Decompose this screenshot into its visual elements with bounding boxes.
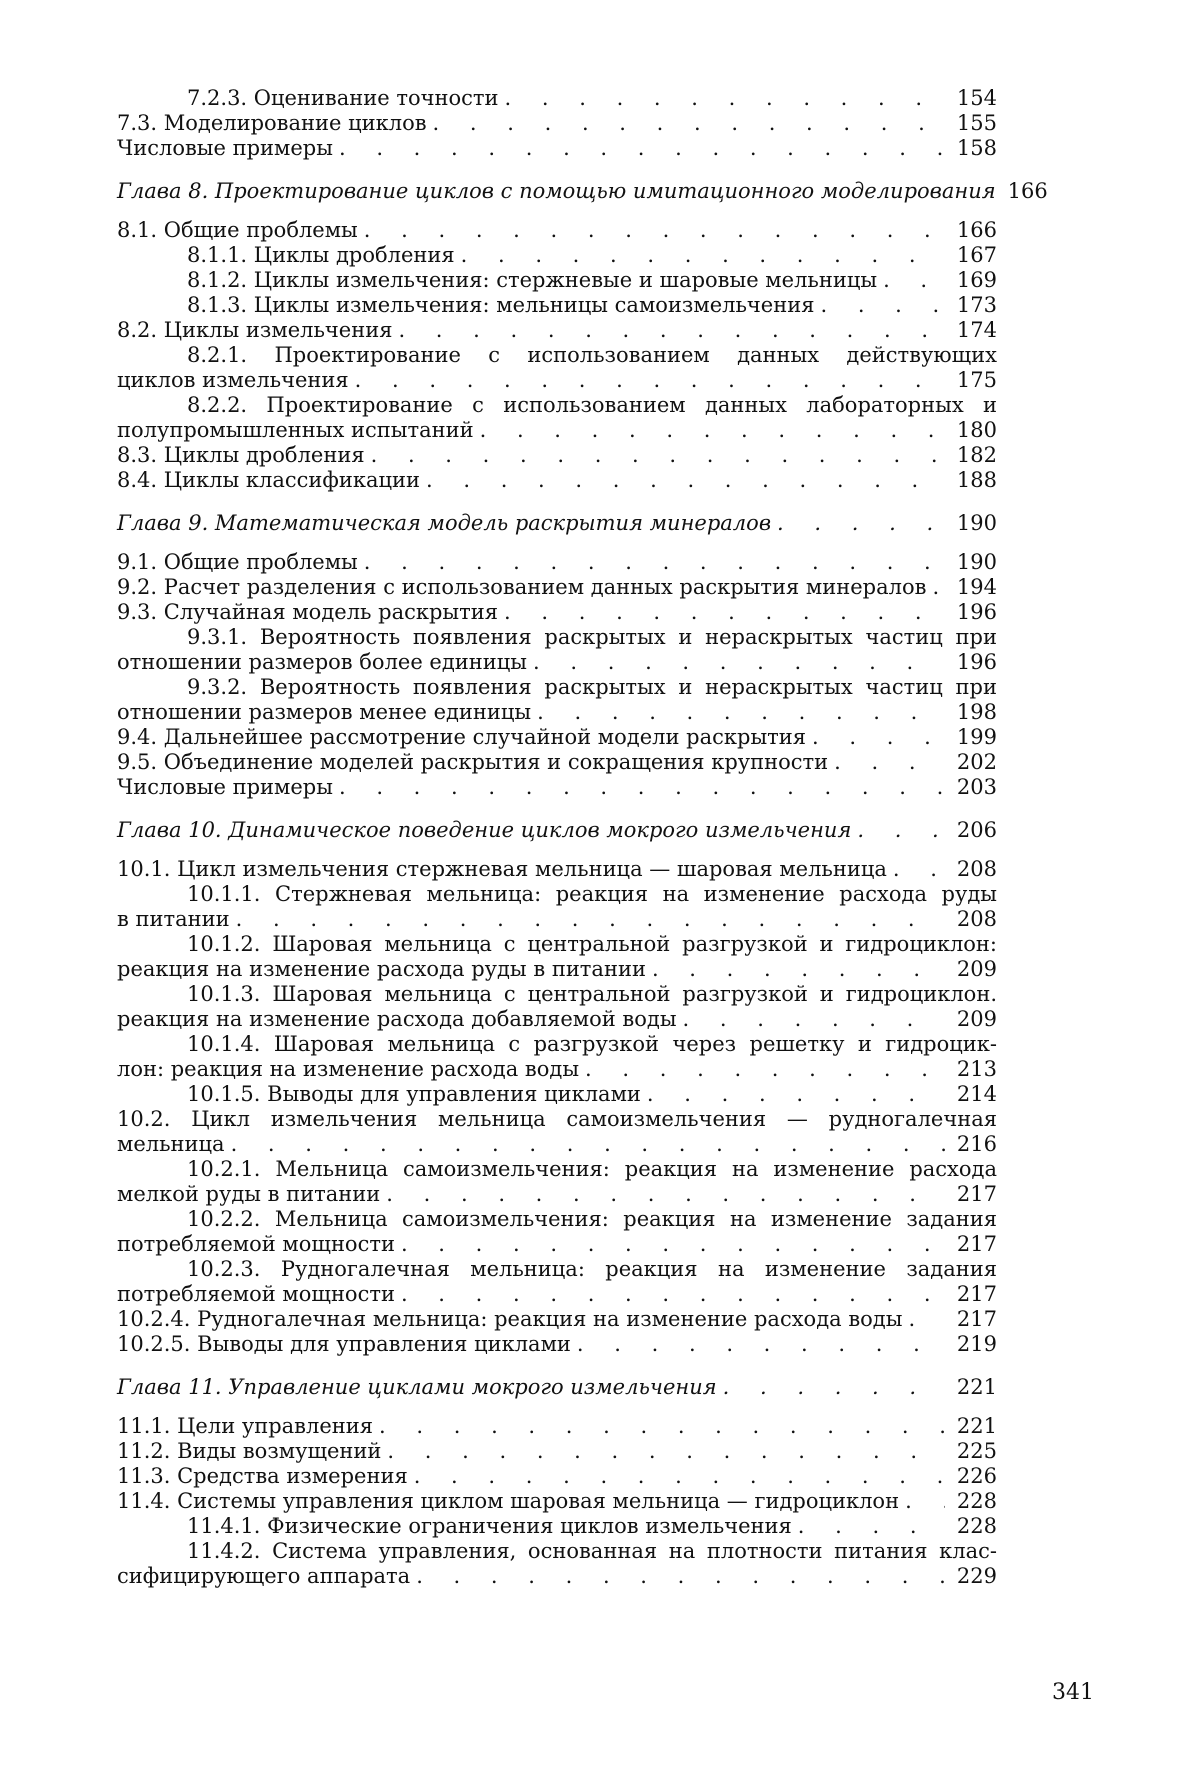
toc-entry-page: 225 <box>951 1439 997 1464</box>
toc-entry-title: 10.1.5. Выводы для управления циклами <box>117 1082 641 1107</box>
leader-dots <box>812 725 945 750</box>
leader-dots <box>834 750 945 775</box>
toc-entry-title-line2: отношении размеров менее единицы <box>117 700 531 725</box>
chapter-title: Глава 11. Управление циклами мокрого измельчения <box>117 1375 717 1400</box>
toc-entry-multiline <box>117 1257 997 1307</box>
toc-entry <box>117 86 997 111</box>
toc-entry-title-line1: 8.2.2. Проектирование с использованием данных лабораторных и <box>117 393 997 418</box>
toc-entry-title: 8.2. Циклы измельчения <box>117 318 392 343</box>
toc-entry-multiline <box>117 343 997 393</box>
toc-entry-page: 194 <box>951 575 997 600</box>
toc-entry <box>117 293 997 318</box>
toc-entry-page: 217 <box>951 1282 997 1307</box>
leader-dots <box>777 511 945 536</box>
toc-entry-title: 9.4. Дальнейшее рассмотрение случайной модели раскрытия <box>117 725 806 750</box>
leader-dots <box>426 468 945 493</box>
leader-dots <box>883 268 945 293</box>
toc-entry-title-line1: 9.3.1. Вероятность появления раскрытых и нераскрытых частиц при <box>117 625 997 650</box>
toc-entry <box>117 268 997 293</box>
toc-entry-title: 9.5. Объединение моделей раскрытия и сокращения крупности <box>117 750 828 775</box>
leader-dots <box>932 575 945 600</box>
leader-dots <box>371 443 945 468</box>
toc-entry-title: 8.1.2. Циклы измельчения: стержневые и шаровые мельницы <box>117 268 877 293</box>
toc-entry-title-line2: потребляемой мощности <box>117 1282 395 1307</box>
toc-entry-page: 221 <box>951 1414 997 1439</box>
toc-entry <box>117 1082 997 1107</box>
toc-entry-page: 169 <box>951 268 997 293</box>
leader-dots <box>398 318 945 343</box>
toc-entry-multiline <box>117 882 997 932</box>
toc-entry-title-line2: лон: реакция на изменение расхода воды <box>117 1057 579 1082</box>
toc-entry-title-line2: потребляемой мощности <box>117 1232 395 1257</box>
leader-dots <box>433 111 945 136</box>
toc-entry-page: 199 <box>951 725 997 750</box>
toc-entry-page: 158 <box>951 136 997 161</box>
toc-entry <box>117 243 997 268</box>
toc-entry-page: 202 <box>951 750 997 775</box>
leader-dots <box>231 1132 945 1157</box>
toc-entry-title-line1: 9.3.2. Вероятность появления раскрытых и нераскрытых частиц при <box>117 675 997 700</box>
toc-entry-page: 216 <box>951 1132 997 1157</box>
toc-entry-page: 155 <box>951 111 997 136</box>
toc-entry-multiline <box>117 675 997 725</box>
toc-entry-title: 8.1. Общие проблемы <box>117 218 358 243</box>
toc-entry-title-line2: в питании <box>117 907 230 932</box>
toc-entry-title-line1: 10.1.3. Шаровая мельница с центральной разгрузкой и гидроциклон. <box>117 982 997 1007</box>
chapter-title: Глава 8. Проектирование циклов с помощью имитационного моделирования <box>117 179 996 204</box>
toc-entry <box>117 600 997 625</box>
leader-dots <box>533 650 945 675</box>
toc-entry-title: 7.3. Моделирование циклов <box>117 111 427 136</box>
toc-entry-page: 196 <box>951 600 997 625</box>
chapter-title: Глава 9. Математическая модель раскрытия минералов <box>117 511 771 536</box>
toc-entry <box>117 575 997 600</box>
toc-entry-title: 11.2. Виды возмущений <box>117 1439 381 1464</box>
toc-entry-title: 10.2.4. Рудногалечная мельница: реакция на изменение расхода воды <box>117 1307 902 1332</box>
leader-dots <box>236 907 945 932</box>
toc-entry-page: 208 <box>951 907 997 932</box>
toc-entry-title-line1: 10.2.2. Мельница самоизмельчения: реакция на изменение задания <box>117 1207 997 1232</box>
leader-dots <box>379 1414 945 1439</box>
toc-entry <box>117 775 997 800</box>
leader-dots <box>908 1307 945 1332</box>
leader-dots <box>364 550 945 575</box>
toc-entry-page: 174 <box>951 318 997 343</box>
toc-entry-title: 11.1. Цели управления <box>117 1414 373 1439</box>
toc-entry-title-line1: 10.1.2. Шаровая мельница с центральной разгрузкой и гидроциклон: <box>117 932 997 957</box>
toc-entry-title-line1: 10.2.1. Мельница самоизмельчения: реакция на изменение расхода <box>117 1157 997 1182</box>
leader-dots <box>505 86 945 111</box>
leader-dots <box>504 600 945 625</box>
toc-entry-title-line1: 10.2.3. Рудногалечная мельница: реакция на изменение задания <box>117 1257 997 1282</box>
leader-dots <box>339 136 945 161</box>
toc-entry-page: 217 <box>951 1182 997 1207</box>
toc-entry-multiline <box>117 625 997 675</box>
toc-entry-title: 9.3. Случайная модель раскрытия <box>117 600 498 625</box>
toc-entry-title: 8.1.1. Циклы дробления <box>117 243 455 268</box>
toc-entry-title-line1: 11.4.2. Система управления, основанная на плотности питания клас- <box>117 1539 997 1564</box>
toc-entry-title: 10.1. Цикл измельчения стержневая мельница — шаровая мельница <box>117 857 887 882</box>
toc-entry-title-line2: сифицирующего аппарата <box>117 1564 410 1589</box>
toc-entry-title: Числовые примеры <box>117 775 333 800</box>
leader-dots <box>585 1057 945 1082</box>
leader-dots <box>364 218 945 243</box>
chapter-page: 190 <box>951 511 997 536</box>
toc-entry-page: 196 <box>951 650 997 675</box>
toc-entry-page: 229 <box>951 1564 997 1589</box>
toc-entry-page: 203 <box>951 775 997 800</box>
table-of-contents <box>117 86 997 1589</box>
toc-entry-title-line2: отношении размеров более единицы <box>117 650 527 675</box>
toc-entry-title: 9.1. Общие проблемы <box>117 550 358 575</box>
toc-entry-page: 209 <box>951 1007 997 1032</box>
toc-entry-page: 154 <box>951 86 997 111</box>
leader-dots <box>647 1082 945 1107</box>
leader-dots <box>461 243 945 268</box>
toc-entry <box>117 750 997 775</box>
leader-dots <box>339 775 945 800</box>
toc-entry-multiline <box>117 1157 997 1207</box>
toc-entry-multiline <box>117 1539 997 1589</box>
toc-entry-page: 228 <box>951 1489 997 1514</box>
toc-entry <box>117 1489 997 1514</box>
toc-entry-page: 208 <box>951 857 997 882</box>
toc-entry-page: 180 <box>951 418 997 443</box>
leader-dots <box>386 1182 945 1207</box>
toc-entry-page: 188 <box>951 468 997 493</box>
toc-entry <box>117 218 997 243</box>
toc-entry-page: 219 <box>951 1332 997 1357</box>
page-number: 341 <box>1052 1680 1094 1705</box>
toc-entry-multiline <box>117 1032 997 1082</box>
toc-entry-page: 217 <box>951 1307 997 1332</box>
leader-dots <box>577 1332 945 1357</box>
leader-dots <box>683 1007 945 1032</box>
leader-dots <box>652 957 945 982</box>
leader-dots <box>798 1514 945 1539</box>
toc-entry-page: 167 <box>951 243 997 268</box>
toc-entry <box>117 111 997 136</box>
toc-entry-title-line1: 8.2.1. Проектирование с использованием данных действующих <box>117 343 997 368</box>
toc-entry-page: 226 <box>951 1464 997 1489</box>
toc-entry <box>117 1439 997 1464</box>
leader-dots <box>416 1564 945 1589</box>
toc-entry <box>117 1332 997 1357</box>
toc-entry-title: 7.2.3. Оценивание точности <box>117 86 499 111</box>
toc-entry-title-line2: реакция на изменение расхода руды в питании <box>117 957 646 982</box>
toc-entry-page: 166 <box>951 218 997 243</box>
toc-entry <box>117 1514 997 1539</box>
toc-entry-page: 214 <box>951 1082 997 1107</box>
leader-dots <box>355 368 945 393</box>
chapter-title: Глава 10. Динамическое поведение циклов мокрого измельчения <box>117 818 851 843</box>
leader-dots <box>820 293 945 318</box>
toc-entry <box>117 1307 997 1332</box>
leader-dots <box>401 1282 945 1307</box>
toc-entry-page: 190 <box>951 550 997 575</box>
chapter-heading <box>117 179 997 204</box>
toc-entry-title: 10.2.5. Выводы для управления циклами <box>117 1332 571 1357</box>
toc-entry <box>117 1414 997 1439</box>
toc-entry-page: 213 <box>951 1057 997 1082</box>
leader-dots <box>857 818 945 843</box>
toc-entry <box>117 550 997 575</box>
toc-entry-multiline <box>117 932 997 982</box>
leader-dots <box>387 1439 945 1464</box>
chapter-page: 206 <box>951 818 997 843</box>
toc-entry-title-line2: циклов измельчения <box>117 368 349 393</box>
toc-entry-title: 11.3. Средства измерения <box>117 1464 408 1489</box>
toc-entry-page: 228 <box>951 1514 997 1539</box>
toc-entry-title: Числовые примеры <box>117 136 333 161</box>
leader-dots <box>723 1375 945 1400</box>
chapter-heading <box>117 818 997 843</box>
toc-entry-multiline <box>117 393 997 443</box>
toc-entry-page: 198 <box>951 700 997 725</box>
toc-entry <box>117 725 997 750</box>
chapter-heading <box>117 511 997 536</box>
chapter-heading <box>117 1375 997 1400</box>
toc-entry <box>117 318 997 343</box>
leader-dots <box>905 1489 945 1514</box>
toc-entry-page: 209 <box>951 957 997 982</box>
leader-dots <box>480 418 945 443</box>
toc-entry-multiline <box>117 982 997 1032</box>
toc-entry-title: 11.4.1. Физические ограничения циклов измельчения <box>117 1514 792 1539</box>
toc-entry-title-line2: полупромышленных испытаний <box>117 418 474 443</box>
toc-entry-title: 8.3. Циклы дробления <box>117 443 365 468</box>
chapter-page: 221 <box>951 1375 997 1400</box>
toc-entry-title: 8.1.3. Циклы измельчения: мельницы самоизмельчения <box>117 293 814 318</box>
toc-entry-title-line1: 10.1.4. Шаровая мельница с разгрузкой через решетку и гидроцик- <box>117 1032 997 1057</box>
toc-entry-page: 217 <box>951 1232 997 1257</box>
toc-entry-title-line2: мельница <box>117 1132 225 1157</box>
toc-entry-title-line2: реакция на изменение расхода добавляемой воды <box>117 1007 677 1032</box>
toc-entry-title-line2: мелкой руды в питании <box>117 1182 380 1207</box>
toc-entry-title: 11.4. Системы управления циклом шаровая мельница — гидроциклон <box>117 1489 899 1514</box>
leader-dots <box>414 1464 945 1489</box>
toc-entry-page: 175 <box>951 368 997 393</box>
chapter-page: 166 <box>1008 179 1048 204</box>
toc-entry <box>117 443 997 468</box>
toc-entry-multiline <box>117 1107 997 1157</box>
leader-dots <box>537 700 945 725</box>
toc-entry <box>117 136 997 161</box>
toc-entry-multiline <box>117 1207 997 1257</box>
leader-dots <box>401 1232 945 1257</box>
toc-entry-title: 8.4. Циклы классификации <box>117 468 420 493</box>
toc-entry <box>117 468 997 493</box>
toc-entry-page: 173 <box>951 293 997 318</box>
toc-entry <box>117 857 997 882</box>
toc-entry-title: 9.2. Расчет разделения с использованием данных раскрытия минералов <box>117 575 926 600</box>
toc-entry <box>117 1464 997 1489</box>
toc-entry-page: 182 <box>951 443 997 468</box>
leader-dots <box>893 857 945 882</box>
toc-entry-title-line1: 10.1.1. Стержневая мельница: реакция на изменение расхода руды <box>117 882 997 907</box>
toc-entry-title-line1: 10.2. Цикл измельчения мельница самоизмельчения — рудногалечная <box>117 1107 997 1132</box>
